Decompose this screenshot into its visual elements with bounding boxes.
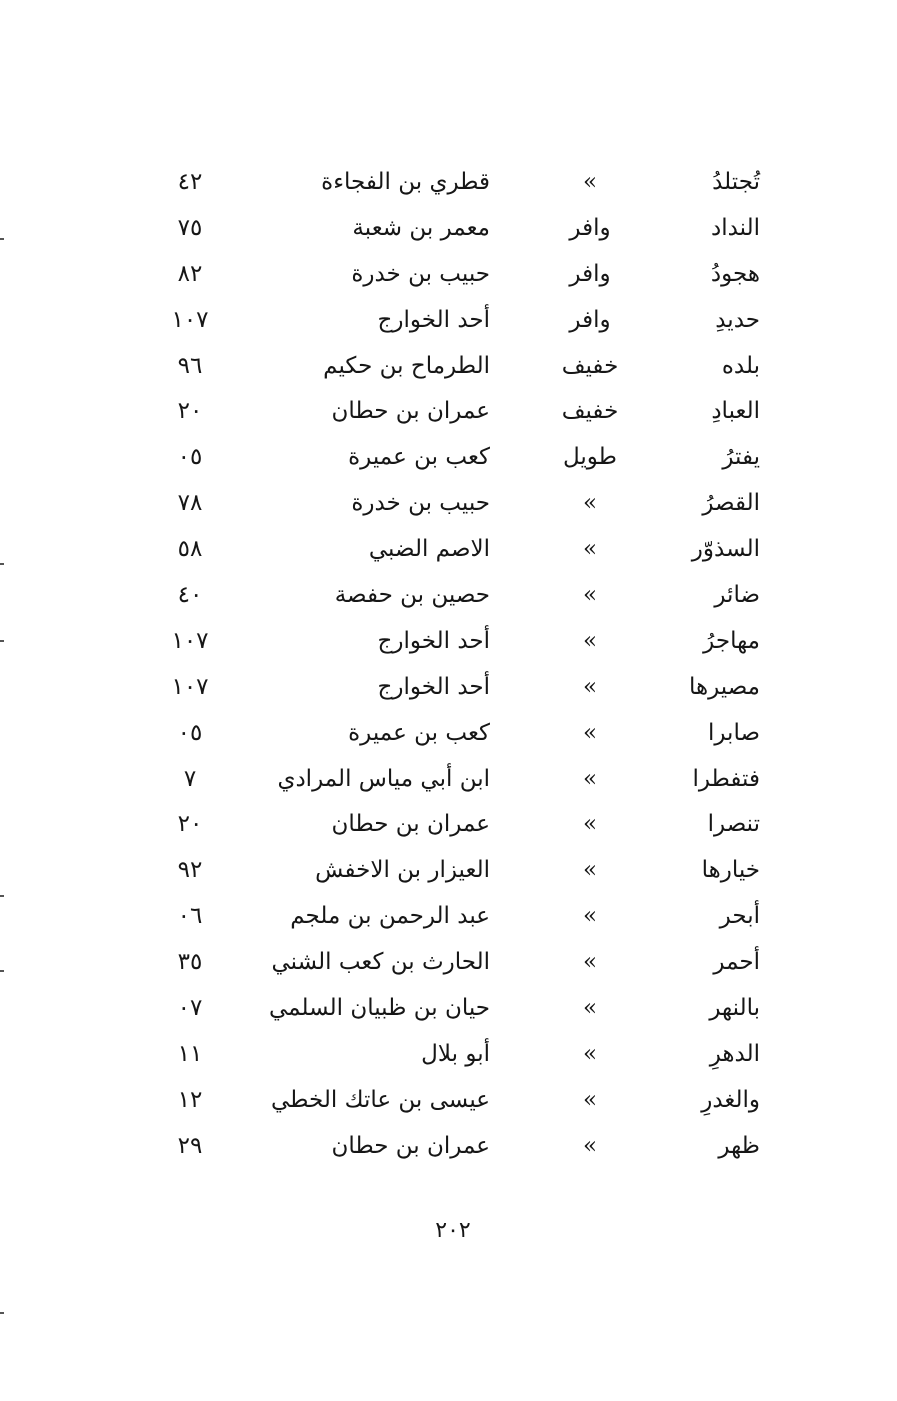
- scan-edge-mark: [0, 970, 4, 972]
- index-row: [150, 1032, 760, 1078]
- rhyme-word: ظهر: [718, 1132, 760, 1159]
- rhyme-word: ضائر: [714, 582, 760, 609]
- meter: »: [582, 169, 598, 195]
- page-reference: ٨٢: [177, 260, 203, 287]
- page-reference: ٠٦: [177, 903, 203, 930]
- index-row: [150, 940, 760, 986]
- index-row: [150, 986, 760, 1032]
- poet-name: معمر بن شعبة: [352, 214, 490, 241]
- meter: »: [582, 1086, 598, 1113]
- rhyme-word: الدهرِ: [709, 1040, 760, 1067]
- meter: »: [582, 903, 598, 930]
- rhyme-word: يفترُ: [722, 444, 760, 471]
- page-reference: ٢٠: [177, 811, 203, 838]
- rhyme-word: بلده: [721, 352, 760, 379]
- page-number: ٢٠٢: [435, 1218, 471, 1243]
- rhyme-word: بالنهر: [709, 995, 760, 1022]
- poet-name: حبيب بن خدرة: [351, 260, 490, 287]
- index-row: [150, 757, 760, 803]
- index-row: [150, 298, 760, 344]
- poet-name: حيان بن ظبيان السلمي: [269, 995, 490, 1022]
- poet-name: أبو بلال: [421, 1040, 490, 1067]
- meter: وافر: [569, 306, 611, 333]
- poet-name: أحد الخوارج: [377, 673, 490, 700]
- poet-name: الحارث بن كعب الشني: [271, 949, 490, 976]
- meter: خفيف: [561, 398, 619, 425]
- page-reference: ٩٢: [177, 857, 203, 884]
- meter: وافر: [569, 214, 611, 241]
- page-reference: ١٠٧: [171, 306, 209, 333]
- index-row: [150, 1078, 760, 1124]
- rhyme-word: خيارها: [701, 857, 760, 884]
- rhyme-word: أبحر: [719, 903, 760, 930]
- page-reference: ١٢: [177, 1086, 203, 1113]
- rhyme-word: هجودُ: [710, 260, 760, 287]
- index-row: [150, 1124, 760, 1170]
- meter: »: [582, 1132, 598, 1159]
- page-reference: ٢٠: [177, 398, 203, 425]
- page-reference: ٠٥: [177, 444, 203, 471]
- meter: »: [582, 995, 598, 1022]
- poet-name: حبيب بن خدرة: [351, 490, 490, 517]
- rhyme-word: النداد: [710, 214, 760, 241]
- scan-edge-mark: [0, 895, 4, 897]
- poet-name: أحد الخوارج: [377, 627, 490, 654]
- index-row: [150, 848, 760, 894]
- page-reference: ٩٦: [177, 352, 203, 379]
- index-row: [150, 665, 760, 711]
- page-reference: ٣٥: [177, 949, 203, 976]
- poet-name: أحد الخوارج: [377, 306, 490, 333]
- poet-name: العيزار بن الاخفش: [315, 857, 490, 884]
- page-reference: ٧٥: [177, 214, 203, 241]
- meter: »: [582, 582, 598, 609]
- rhyme-word: والغدرِ: [701, 1086, 760, 1113]
- index-row: [150, 389, 760, 435]
- poet-name: كعب بن عميرة: [348, 719, 490, 746]
- rhyme-word: حديدِ: [715, 306, 760, 333]
- meter: »: [582, 490, 598, 517]
- meter: »: [582, 1040, 598, 1067]
- rhyme-word: مصيرها: [688, 673, 760, 700]
- meter: وافر: [569, 260, 611, 287]
- index-row: [150, 894, 760, 940]
- meter: »: [582, 627, 598, 654]
- page-reference: ٠٧: [177, 995, 203, 1022]
- rhyme-word: تُجتلدُ: [712, 169, 760, 195]
- index-row: [150, 481, 760, 527]
- scan-edge-mark: [0, 238, 4, 240]
- page-reference: ١٠٧: [171, 627, 209, 654]
- poet-name: حصين بن حفصة: [334, 582, 490, 609]
- rhyme-word: فتفطرا: [692, 765, 760, 792]
- index-row: [150, 160, 760, 206]
- meter: »: [582, 857, 598, 884]
- page-reference: ٥٨: [177, 536, 203, 563]
- poet-name: عمران بن حطان: [331, 811, 490, 838]
- page-reference: ٢٩: [177, 1132, 203, 1159]
- index-row: [150, 206, 760, 252]
- poetry-index-table: [150, 160, 760, 1170]
- meter: »: [582, 719, 598, 746]
- meter: »: [582, 673, 598, 700]
- meter: طويل: [562, 444, 617, 471]
- page-reference: ٧: [183, 765, 197, 792]
- scan-edge-mark: [0, 1312, 4, 1314]
- index-row: [150, 573, 760, 619]
- poet-name: ابن أبي مياس المرادي: [277, 765, 490, 792]
- poet-name: الطرماح بن حكيم: [323, 352, 490, 379]
- rhyme-word: القصرُ: [702, 490, 760, 517]
- index-row: [150, 252, 760, 298]
- index-row: [150, 619, 760, 665]
- meter: »: [582, 765, 598, 792]
- index-row: [150, 527, 760, 573]
- page-reference: ١١: [177, 1040, 203, 1067]
- index-row: [150, 802, 760, 848]
- rhyme-word: صابرا: [707, 719, 760, 746]
- index-row: [150, 435, 760, 481]
- meter: »: [582, 536, 598, 563]
- page-reference: ٤٠: [177, 582, 203, 609]
- poet-name: الاصم الضبي: [368, 536, 490, 563]
- scan-edge-mark: [0, 563, 4, 565]
- index-row: [150, 711, 760, 757]
- rhyme-word: السذوّر: [691, 536, 760, 563]
- rhyme-word: العبادِ: [711, 398, 760, 425]
- poet-name: عمران بن حطان: [331, 1132, 490, 1159]
- poet-name: كعب بن عميرة: [348, 444, 490, 471]
- rhyme-word: تنصرا: [707, 811, 760, 838]
- index-row: [150, 344, 760, 390]
- poet-name: عمران بن حطان: [331, 398, 490, 425]
- meter: خفيف: [561, 352, 619, 379]
- page-reference: ١٠٧: [171, 673, 209, 700]
- scan-edge-mark: [0, 640, 4, 642]
- poet-name: عيسى بن عاتك الخطي: [271, 1086, 490, 1113]
- page-reference: ٧٨: [177, 490, 203, 517]
- page-reference: ٠٥: [177, 719, 203, 746]
- meter: »: [582, 811, 598, 838]
- rhyme-word: مهاجرُ: [703, 627, 760, 654]
- page-reference: ٤٢: [177, 169, 203, 195]
- meter: »: [582, 949, 598, 976]
- poet-name: قطري بن الفجاءة: [321, 169, 490, 195]
- poet-name: عبد الرحمن بن ملجم: [290, 903, 490, 930]
- rhyme-word: أحمر: [713, 949, 760, 976]
